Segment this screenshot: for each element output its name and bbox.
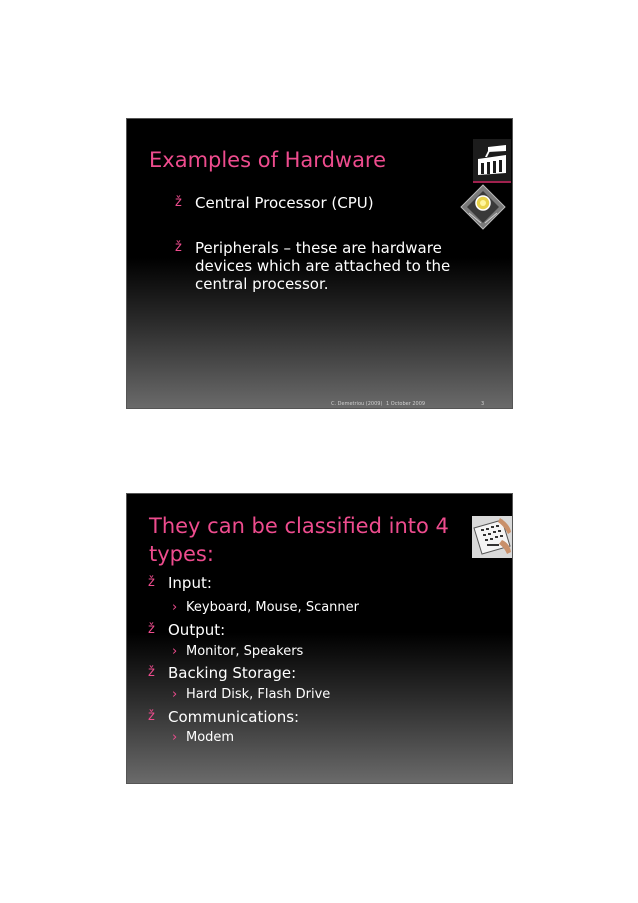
bullet-text: Central Processor (CPU)	[195, 194, 374, 212]
category-label: Backing Storage:	[168, 664, 297, 682]
sub-bullet-marker: ›	[172, 687, 178, 702]
keyboard-hands-icon	[472, 516, 512, 558]
building-icon	[473, 139, 511, 183]
footer-author: C. Demetriou (2009)	[331, 401, 383, 407]
slide-title: Examples of Hardware	[149, 148, 387, 172]
slide-4	[126, 493, 513, 784]
bullet-marker: ž	[148, 575, 155, 590]
category-examples: Monitor, Speakers	[186, 644, 304, 659]
category-label: Communications:	[168, 708, 300, 726]
category-examples: Modem	[186, 730, 235, 745]
sub-bullet-marker: ›	[172, 644, 178, 659]
category-label: Input:	[168, 574, 212, 592]
bullet-marker: ž	[148, 622, 155, 637]
category-examples: Hard Disk, Flash Drive	[186, 687, 331, 702]
bullet-marker: ž	[148, 709, 155, 724]
category-label: Output:	[168, 621, 226, 639]
sub-bullet-marker: ›	[172, 730, 178, 745]
bullet-marker: ž	[148, 665, 155, 680]
footer-page: 3	[481, 401, 485, 407]
bullet-text: Peripherals – these are hardware devices which are attached to the central processor.	[195, 239, 451, 293]
slide-3	[126, 118, 513, 409]
sub-bullet-marker: ›	[172, 600, 178, 615]
cpu-chip-icon	[459, 183, 507, 231]
slide-title: They can be classified into 4 types:	[149, 514, 449, 566]
footer-date: 1 October 2009	[386, 401, 426, 407]
bullet-marker: ž	[175, 195, 182, 210]
category-examples: Keyboard, Mouse, Scanner	[186, 600, 360, 615]
bullet-marker: ž	[175, 240, 182, 255]
